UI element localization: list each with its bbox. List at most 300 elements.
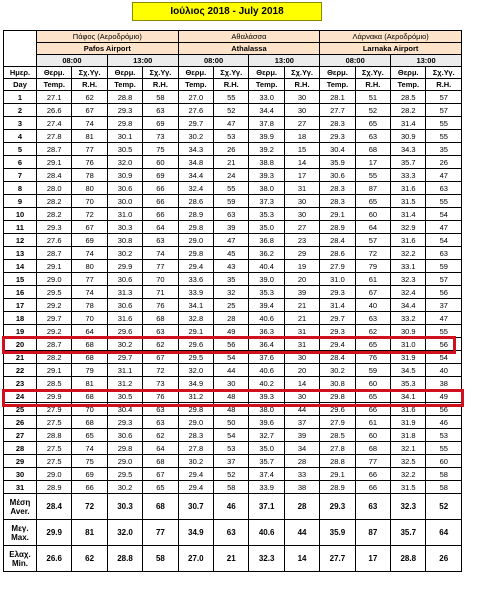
stat-value: 40.6 [249, 520, 284, 546]
value-cell: 44 [284, 403, 319, 416]
value-cell: 74 [72, 117, 107, 130]
value-cell: 31.6 [391, 234, 426, 247]
value-cell: 28.8 [37, 429, 72, 442]
day-cell: 19 [4, 325, 37, 338]
value-cell: 63 [143, 234, 178, 247]
value-cell: 29.0 [37, 468, 72, 481]
value-cell: 57 [355, 234, 390, 247]
value-cell: 35 [426, 143, 462, 156]
value-cell: 30 [284, 208, 319, 221]
value-cell: 32.5 [391, 455, 426, 468]
value-cell: 35 [214, 273, 249, 286]
value-cell: 17 [284, 169, 319, 182]
stat-value: 87 [355, 520, 390, 546]
value-cell: 63 [355, 312, 390, 325]
value-cell: 29.6 [320, 403, 355, 416]
value-cell: 52 [214, 104, 249, 117]
value-cell: 61 [355, 416, 390, 429]
value-cell: 32.7 [249, 429, 284, 442]
day-cell: 6 [4, 156, 37, 169]
value-cell: 26 [214, 143, 249, 156]
value-cell: 29.4 [178, 481, 213, 494]
value-cell: 31.4 [320, 299, 355, 312]
value-cell: 78 [72, 169, 107, 182]
value-cell: 39.2 [249, 143, 284, 156]
stat-label-greek: Ελαχ. [9, 549, 31, 559]
value-cell: 61 [355, 273, 390, 286]
value-cell: 74 [72, 442, 107, 455]
column-label-greek: Θερμ. [320, 67, 355, 79]
table-row [4, 117, 462, 130]
value-cell: 29.1 [320, 468, 355, 481]
value-cell: 87 [355, 182, 390, 195]
value-cell: 37.3 [249, 195, 284, 208]
stat-value: 27.0 [178, 546, 213, 572]
station-english-athalassa: Athalassa [178, 43, 320, 55]
value-cell: 65 [355, 390, 390, 403]
value-cell: 31.2 [178, 390, 213, 403]
value-cell: 30.8 [107, 234, 142, 247]
value-cell: 31.0 [320, 273, 355, 286]
value-cell: 27.7 [320, 104, 355, 117]
stat-label-greek: Μεγ. [11, 523, 29, 533]
value-cell: 33.6 [178, 273, 213, 286]
day-cell: 20 [4, 338, 37, 351]
value-cell: 55 [426, 442, 462, 455]
value-cell: 27.5 [37, 416, 72, 429]
day-cell: 17 [4, 299, 37, 312]
stat-label-english: Min. [12, 558, 28, 568]
value-cell: 35.3 [249, 286, 284, 299]
corner-cell [4, 31, 37, 67]
column-label-english: Temp. [320, 79, 355, 91]
value-cell: 29.1 [37, 260, 72, 273]
column-label-greek: Σχ.Υγ. [426, 67, 462, 79]
value-cell: 32.2 [391, 468, 426, 481]
stat-label-greek: Μέση [9, 497, 31, 507]
station-greek-athalassa: Αθαλάσσα [178, 31, 320, 43]
value-cell: 29.9 [37, 390, 72, 403]
value-cell: 29 [284, 247, 319, 260]
value-cell: 75 [72, 455, 107, 468]
value-cell: 66 [355, 481, 390, 494]
value-cell: 31.5 [391, 481, 426, 494]
value-cell: 29.1 [37, 156, 72, 169]
stat-value: 46 [214, 494, 249, 520]
value-cell: 66 [72, 481, 107, 494]
value-cell: 47 [426, 221, 462, 234]
value-cell: 45 [214, 247, 249, 260]
day-cell: 30 [4, 468, 37, 481]
value-cell: 29.9 [107, 260, 142, 273]
stat-value: 37.1 [249, 494, 284, 520]
value-cell: 30.2 [178, 130, 213, 143]
value-cell: 70 [72, 195, 107, 208]
value-cell: 28.6 [320, 247, 355, 260]
value-cell: 55 [426, 195, 462, 208]
value-cell: 47 [214, 234, 249, 247]
value-cell: 30.9 [391, 130, 426, 143]
value-cell: 24 [214, 169, 249, 182]
value-cell: 29.8 [178, 247, 213, 260]
value-cell: 30.9 [107, 169, 142, 182]
value-cell: 34.3 [178, 143, 213, 156]
value-cell: 68 [355, 143, 390, 156]
value-cell: 70 [72, 403, 107, 416]
value-cell: 52 [355, 104, 390, 117]
day-cell: 22 [4, 364, 37, 377]
value-cell: 56 [426, 286, 462, 299]
value-cell: 29.0 [107, 455, 142, 468]
value-cell: 70 [72, 312, 107, 325]
value-cell: 76 [143, 299, 178, 312]
column-label-greek: Θερμ. [107, 67, 142, 79]
value-cell: 26 [426, 156, 462, 169]
value-cell: 34.8 [178, 156, 213, 169]
value-cell: 39.3 [249, 169, 284, 182]
value-cell: 27.6 [37, 234, 72, 247]
value-cell: 35.3 [249, 208, 284, 221]
value-cell: 29.7 [107, 351, 142, 364]
value-cell: 32.8 [178, 312, 213, 325]
stat-value: 17 [355, 546, 390, 572]
table-row [4, 208, 462, 221]
day-cell: 14 [4, 260, 37, 273]
value-cell: 58 [426, 481, 462, 494]
value-cell: 28.2 [37, 195, 72, 208]
value-cell: 28.3 [320, 117, 355, 130]
column-label-greek: Θερμ. [391, 67, 426, 79]
column-label-greek: Θερμ. [37, 67, 72, 79]
value-cell: 28.2 [37, 351, 72, 364]
table-row [4, 260, 462, 273]
value-cell: 68 [143, 455, 178, 468]
time-header: 13:00 [391, 55, 462, 67]
value-cell: 31.5 [391, 195, 426, 208]
value-cell: 72 [72, 208, 107, 221]
stat-value: 63 [355, 494, 390, 520]
value-cell: 20 [284, 364, 319, 377]
value-cell: 80 [72, 182, 107, 195]
value-cell: 32.3 [391, 273, 426, 286]
value-cell: 44 [214, 364, 249, 377]
value-cell: 29.5 [107, 468, 142, 481]
value-cell: 33.9 [178, 286, 213, 299]
value-cell: 30 [284, 390, 319, 403]
value-cell: 78 [72, 299, 107, 312]
day-cell: 8 [4, 182, 37, 195]
value-cell: 40.6 [249, 312, 284, 325]
value-cell: 34.3 [391, 143, 426, 156]
value-cell: 54 [214, 351, 249, 364]
value-cell: 36.8 [249, 234, 284, 247]
column-label-greek: Θερμ. [178, 67, 213, 79]
value-cell: 34.1 [391, 390, 426, 403]
value-cell: 31 [284, 182, 319, 195]
value-cell: 72 [143, 364, 178, 377]
value-cell: 38.0 [249, 403, 284, 416]
value-cell: 31.9 [391, 416, 426, 429]
value-cell: 60 [426, 455, 462, 468]
value-cell: 28.4 [320, 234, 355, 247]
day-cell: 5 [4, 143, 37, 156]
value-cell: 63 [355, 130, 390, 143]
value-cell: 27.0 [178, 91, 213, 104]
table-row [4, 156, 462, 169]
day-cell: 12 [4, 234, 37, 247]
value-cell: 21 [214, 156, 249, 169]
value-cell: 30 [284, 91, 319, 104]
value-cell: 69 [72, 234, 107, 247]
day-cell: 15 [4, 273, 37, 286]
day-label-greek: Ημερ. [4, 67, 37, 79]
highlight-day-22 [2, 389, 464, 407]
value-cell: 63 [426, 182, 462, 195]
value-cell: 58 [143, 91, 178, 104]
value-cell: 35.9 [320, 156, 355, 169]
value-cell: 29.3 [107, 104, 142, 117]
value-cell: 27 [284, 117, 319, 130]
value-cell: 40.2 [249, 377, 284, 390]
table-row [4, 234, 462, 247]
value-cell: 75 [143, 143, 178, 156]
stat-value: 29.3 [320, 494, 355, 520]
value-cell: 81 [72, 377, 107, 390]
value-cell: 32.0 [107, 156, 142, 169]
time-header: 08:00 [320, 55, 391, 67]
day-cell: 24 [4, 390, 37, 403]
value-cell: 40.6 [249, 364, 284, 377]
column-label-english: Temp. [107, 79, 142, 91]
day-cell: 25 [4, 403, 37, 416]
column-label-greek: Σχ.Υγ. [143, 67, 178, 79]
value-cell: 37.6 [249, 351, 284, 364]
value-cell: 19 [284, 260, 319, 273]
value-cell: 66 [355, 468, 390, 481]
value-cell: 65 [355, 338, 390, 351]
value-cell: 69 [143, 169, 178, 182]
stat-value: 58 [143, 546, 178, 572]
value-cell: 31.6 [107, 312, 142, 325]
value-cell: 59 [214, 195, 249, 208]
time-header: 13:00 [249, 55, 320, 67]
day-cell: 3 [4, 117, 37, 130]
day-cell: 13 [4, 247, 37, 260]
value-cell: 81 [72, 130, 107, 143]
value-cell: 53 [214, 130, 249, 143]
value-cell: 68 [143, 312, 178, 325]
value-cell: 30.2 [320, 364, 355, 377]
stat-value: 72 [72, 494, 107, 520]
value-cell: 63 [143, 325, 178, 338]
value-cell: 27.6 [178, 104, 213, 117]
stat-value: 62 [72, 546, 107, 572]
day-cell: 31 [4, 481, 37, 494]
value-cell: 76 [355, 351, 390, 364]
value-cell: 30 [284, 195, 319, 208]
value-cell: 64 [143, 221, 178, 234]
station-english-larnaka: Larnaka Airport [320, 43, 462, 55]
stat-value: 28 [284, 494, 319, 520]
value-cell: 38.0 [249, 182, 284, 195]
stat-value: 77 [143, 520, 178, 546]
value-cell: 53 [426, 429, 462, 442]
value-cell: 27.5 [37, 455, 72, 468]
stat-value: 32.3 [391, 494, 426, 520]
value-cell: 21 [284, 299, 319, 312]
value-cell: 60 [355, 377, 390, 390]
value-cell: 28.2 [37, 208, 72, 221]
value-cell: 32.9 [391, 221, 426, 234]
value-cell: 60 [143, 156, 178, 169]
table-row [4, 377, 462, 390]
value-cell: 57 [426, 273, 462, 286]
table-row [4, 299, 462, 312]
column-label-english: R.H. [214, 79, 249, 91]
value-cell: 28.3 [320, 195, 355, 208]
value-cell: 66 [143, 195, 178, 208]
value-cell: 30.8 [320, 377, 355, 390]
value-cell: 29.1 [178, 325, 213, 338]
value-cell: 27.9 [320, 260, 355, 273]
value-cell: 31.2 [107, 377, 142, 390]
value-cell: 55 [214, 91, 249, 104]
value-cell: 76 [143, 390, 178, 403]
day-cell: 4 [4, 130, 37, 143]
value-cell: 34 [284, 442, 319, 455]
table-row [4, 429, 462, 442]
value-cell: 77 [143, 260, 178, 273]
time-header: 08:00 [178, 55, 249, 67]
day-cell: 27 [4, 429, 37, 442]
day-cell: 23 [4, 377, 37, 390]
value-cell: 28.9 [320, 481, 355, 494]
value-cell: 69 [72, 468, 107, 481]
value-cell: 28.1 [320, 91, 355, 104]
value-cell: 28.9 [320, 221, 355, 234]
value-cell: 60 [355, 429, 390, 442]
value-cell: 20 [284, 273, 319, 286]
value-cell: 31.0 [391, 338, 426, 351]
value-cell: 58 [214, 481, 249, 494]
value-cell: 68 [355, 442, 390, 455]
value-cell: 27.8 [37, 130, 72, 143]
value-cell: 35.7 [249, 455, 284, 468]
value-cell: 29.3 [320, 325, 355, 338]
value-cell: 47 [214, 117, 249, 130]
value-cell: 27.9 [320, 416, 355, 429]
value-cell: 31.8 [391, 429, 426, 442]
value-cell: 28.5 [320, 429, 355, 442]
value-cell: 27 [284, 221, 319, 234]
value-cell: 28.3 [320, 182, 355, 195]
value-cell: 68 [72, 351, 107, 364]
value-cell: 30.1 [107, 130, 142, 143]
value-cell: 67 [355, 286, 390, 299]
value-cell: 72 [355, 247, 390, 260]
value-cell: 30.6 [107, 182, 142, 195]
column-label-english: R.H. [72, 79, 107, 91]
value-cell: 48 [214, 403, 249, 416]
value-cell: 38 [426, 377, 462, 390]
value-cell: 66 [143, 208, 178, 221]
value-cell: 37.4 [249, 468, 284, 481]
value-cell: 80 [72, 260, 107, 273]
value-cell: 29.6 [178, 338, 213, 351]
column-label-english: Temp. [249, 79, 284, 91]
value-cell: 30.2 [178, 455, 213, 468]
stat-value: 63 [214, 520, 249, 546]
stat-row [4, 520, 462, 546]
value-cell: 65 [355, 195, 390, 208]
value-cell: 54 [214, 429, 249, 442]
value-cell: 54 [426, 208, 462, 221]
value-cell: 29.3 [320, 286, 355, 299]
value-cell: 29.7 [178, 117, 213, 130]
value-cell: 14 [284, 156, 319, 169]
value-cell: 29.2 [37, 325, 72, 338]
value-cell: 55 [355, 169, 390, 182]
stat-value: 29.9 [37, 520, 72, 546]
value-cell: 30.5 [107, 390, 142, 403]
value-cell: 59 [355, 364, 390, 377]
value-cell: 67 [72, 104, 107, 117]
day-cell: 9 [4, 195, 37, 208]
stat-value: 26.6 [37, 546, 72, 572]
value-cell: 28.2 [391, 104, 426, 117]
value-cell: 46 [426, 416, 462, 429]
station-greek-pafos: Πάφος (Αεροδρόμιο) [37, 31, 179, 43]
stat-value: 14 [284, 546, 319, 572]
value-cell: 28.5 [37, 377, 72, 390]
value-cell: 33 [284, 468, 319, 481]
day-cell: 10 [4, 208, 37, 221]
value-cell: 28.8 [107, 91, 142, 104]
day-cell: 28 [4, 442, 37, 455]
value-cell: 63 [143, 104, 178, 117]
value-cell: 31.4 [391, 208, 426, 221]
stat-value: 28.4 [37, 494, 72, 520]
value-cell: 55 [214, 182, 249, 195]
value-cell: 39 [214, 221, 249, 234]
value-cell: 31.0 [107, 208, 142, 221]
day-cell: 11 [4, 221, 37, 234]
value-cell: 29.8 [178, 403, 213, 416]
column-label-english: R.H. [355, 79, 390, 91]
value-cell: 40 [355, 299, 390, 312]
value-cell: 31.6 [391, 403, 426, 416]
value-cell: 29.3 [320, 130, 355, 143]
value-cell: 57 [426, 91, 462, 104]
column-label-greek: Σχ.Υγ. [214, 67, 249, 79]
value-cell: 27.5 [37, 442, 72, 455]
value-cell: 30.6 [320, 169, 355, 182]
value-cell: 56 [426, 338, 462, 351]
value-cell: 25 [214, 299, 249, 312]
value-cell: 36.2 [249, 247, 284, 260]
value-cell: 40 [426, 364, 462, 377]
value-cell: 29.3 [37, 221, 72, 234]
value-cell: 30.0 [107, 195, 142, 208]
value-cell: 29.6 [107, 325, 142, 338]
value-cell: 29.7 [320, 312, 355, 325]
value-cell: 47 [426, 312, 462, 325]
column-label-greek: Σχ.Υγ. [355, 67, 390, 79]
value-cell: 39.9 [249, 130, 284, 143]
column-label-english: R.H. [143, 79, 178, 91]
value-cell: 29.1 [320, 208, 355, 221]
stat-label [4, 546, 37, 572]
